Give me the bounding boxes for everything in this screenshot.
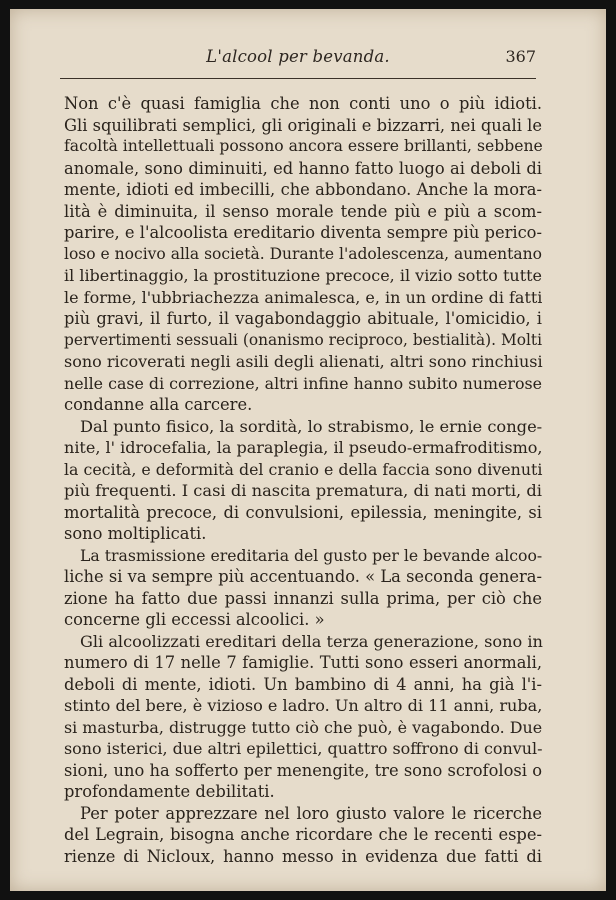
text-line: più frequenti. I casi di nascita prematura, di nati morti, di: [64, 481, 542, 500]
text-line: sioni, uno ha sofferto per menengite, tre sono scrofolosi o: [64, 760, 542, 780]
running-title: L'alcool per bevanda.: [206, 47, 390, 66]
text-line: stinto del bere, è vizioso e ladro. Un altro di 11 anni, ruba,: [64, 696, 543, 715]
text-line: Per poter apprezzare nel loro giusto valore le ricerche: [80, 803, 542, 823]
text-line: mortalità precoce, di convulsioni, epilessia, meningite, si: [64, 502, 542, 522]
text-line: condanne alla carcere.: [64, 395, 253, 414]
text-line: si masturba, distrugge tutto ciò che può, è vagabondo. Due: [64, 717, 543, 737]
text-line: liche si va sempre più accentuando. « La seconda genera-: [64, 567, 542, 586]
header-rule: [60, 78, 536, 79]
text-line: zione ha fatto due passi innanzi sulla prima, per ciò che: [64, 588, 542, 608]
text-line: concerne gli eccessi alcoolici. »: [64, 610, 325, 629]
text-line: nite, l' idrocefalia, la paraplegia, il pseudo-ermafroditismo,: [64, 438, 543, 457]
text-line: numero di 17 nelle 7 famiglie. Tutti sono esseri anormali,: [64, 653, 542, 672]
book-page: [10, 9, 606, 891]
text-line: rienze di Nicloux, hanno messo in evidenza due fatti di: [64, 846, 542, 866]
text-line: La trasmissione ereditaria del gusto per le bevande alcoo-: [80, 545, 543, 565]
text-line: sono moltiplicati.: [64, 524, 207, 543]
text-line: loso e nocivo alla società. Durante l'adolescenza, aumentano: [64, 244, 542, 263]
text-line: parire, e l'alcoolista ereditario diventa sempre più perico-: [64, 223, 542, 242]
text-line: anomale, sono diminuiti, ed hanno fatto luogo ai deboli di: [64, 158, 542, 178]
text-line: la cecità, e deformità del cranio e della faccia sono divenuti: [64, 459, 543, 479]
text-line: del Legrain, bisogna anche ricordare che le recenti espe-: [64, 825, 542, 844]
text-line: più gravi, il furto, il vagabondaggio abituale, l'omicidio, i: [64, 309, 542, 328]
text-line: Non c'è quasi famiglia che non conti uno o più idioti.: [64, 94, 542, 113]
text-line: il libertinaggio, la prostituzione precoce, il vizio sotto tutte: [64, 266, 542, 285]
text-line: profondamente debilitati.: [64, 782, 275, 801]
text-line: lità è diminuita, il senso morale tende più e più a scom-: [64, 201, 542, 221]
page-number: 367: [505, 47, 536, 66]
text-line: facoltà intellettuali possono ancora essere brillanti, sebbene: [64, 137, 543, 155]
text-line: le forme, l'ubbriachezza animalesca, e, in un ordine di fatti: [64, 287, 543, 307]
text-line: deboli di mente, idioti. Un bambino di 4 anni, ha già l'i-: [64, 674, 542, 694]
text-line: pervertimenti sessuali (onanismo reciproco, bestialità). Molti: [64, 330, 542, 349]
text-line: Dal punto fisico, la sordità, lo strabismo, le ernie conge-: [80, 416, 543, 436]
text-line: Gli squilibrati semplici, gli originali e bizzarri, nei quali le: [64, 115, 542, 135]
running-header: [60, 45, 536, 73]
text-line: mente, idioti ed imbecilli, che abbondano. Anche la mora-: [64, 180, 542, 199]
text-line: Gli alcoolizzati ereditari della terza generazione, sono in: [80, 631, 543, 651]
text-line: sono ricoverati negli asili degli alienati, altri sono rinchiusi: [64, 352, 543, 371]
body-text: [64, 93, 542, 867]
text-line: nelle case di correzione, altri infine hanno subito numerose: [64, 373, 542, 393]
text-line: sono isterici, due altri epilettici, quattro soffrono di convul-: [64, 739, 543, 758]
